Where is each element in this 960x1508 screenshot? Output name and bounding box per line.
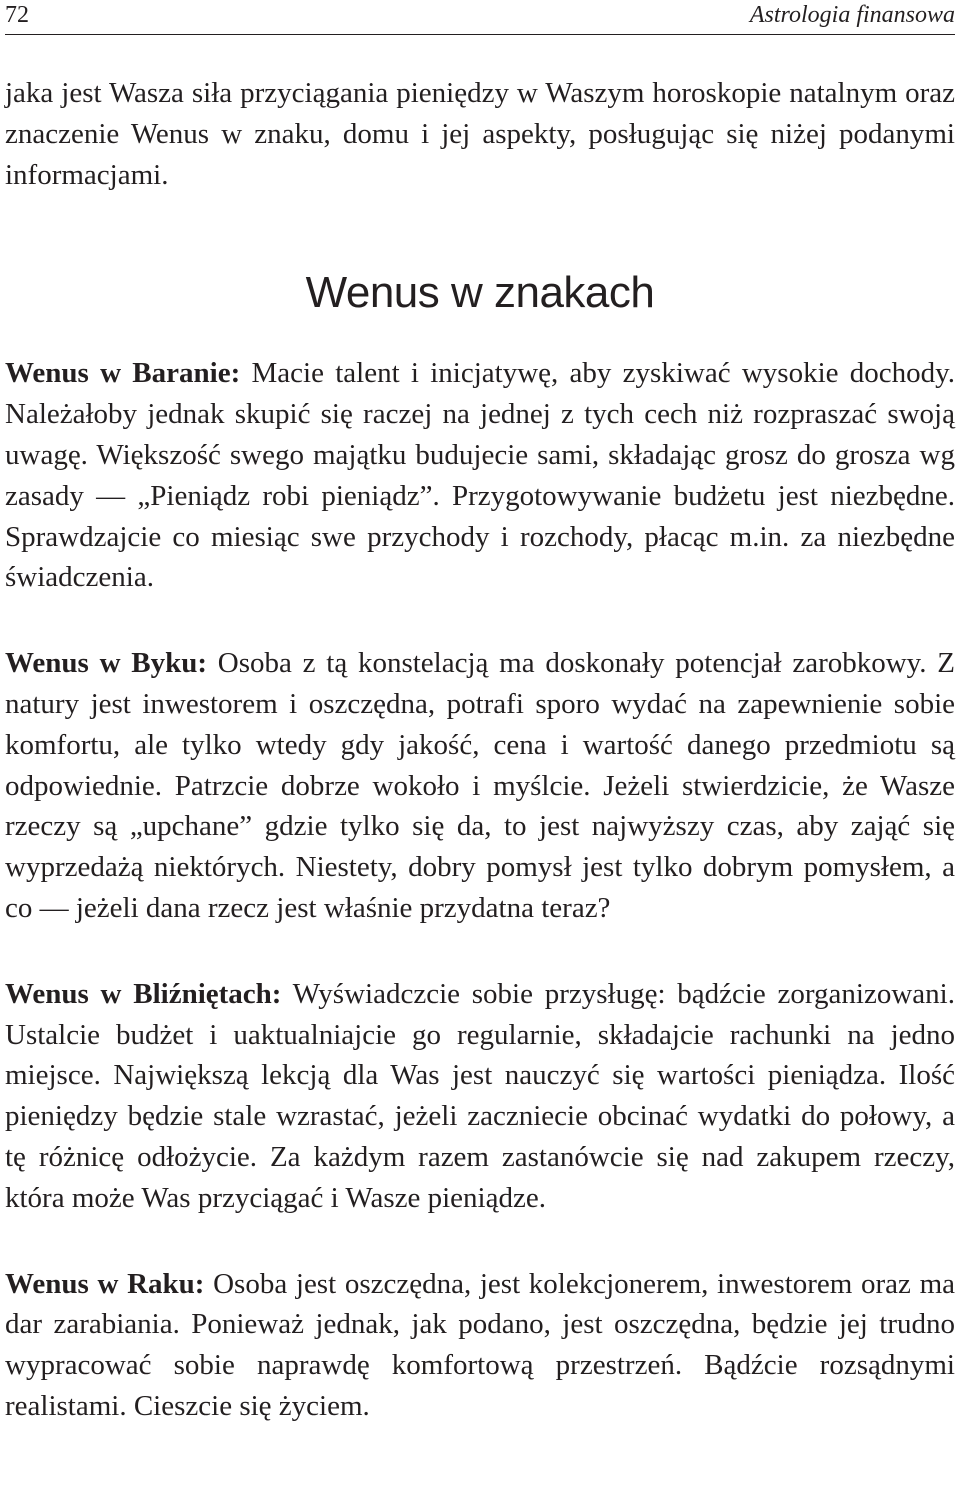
entry-text: Macie talent i inicjatywę, aby zyskiwać wysokie dochody. Należałoby jednak skupić się raczej na jednej z tych cech niż rozpraszać swoją uwagę. Większość swego majątku budujecie sami, składając grosz do grosza wg zasady — „Pieniądz robi pieniądz”. Przygotowywanie budżetu jest niezbędne. Sprawdzajcie co miesiąc swe przychody i rozchody, płacąc m.in. za niezbędne świadczenia. bbox=[5, 357, 956, 594]
entry-cancer bbox=[5, 1264, 955, 1427]
entry-aries bbox=[5, 353, 955, 598]
entry-taurus bbox=[5, 643, 955, 929]
intro-paragraph: jaka jest Wasza siła przyciągania pieniędzy w Waszym horoskopie natalnym oraz znaczenie Wenus w znaku, domu i jej aspekty, posługując się niżej podanymi informacjami. bbox=[5, 77, 955, 191]
running-title: Astrologia finansowa bbox=[749, 2, 955, 28]
entry-text: Wyświadczcie sobie przysługę: bądźcie zorganizowani. Ustalcie budżet i uaktualniajcie go regularnie, składajcie rachunki na jedno miejsce. Największą lekcją dla Was jest nauczyć się wartości pieniądza. Ilość pieniędzy będzie stale wzrastać, jeżeli zaczniecie obcinać wydatki do połowy, a tę różnicę odłożycie. Za każdym razem zastanówcie się nad zakupem rzeczy, która może Was przyciągać i Wasze pieniądze. bbox=[5, 977, 955, 1214]
entry-text: Osoba jest oszczędna, jest kolekcjonerem, inwestorem oraz ma dar zarabiania. Ponieważ jednak, jak podano, jest oszczędna, będzie jej trudno wypracować sobie naprawdę komfortową przestrzeń. Bądźcie rozsądnymi realistami. Cieszcie się życiem. bbox=[5, 1267, 955, 1422]
entry-lead: Wenus w Raku: bbox=[5, 1267, 205, 1300]
entry-lead: Wenus w Baranie: bbox=[5, 357, 241, 390]
entry-text: Osoba z tą konstelacją ma doskonały potencjał zarobkowy. Z natury jest inwestorem i oszczędna, potrafi sporo wydać na zapewnienie sobie komfortu, ale tylko wtedy gdy jakość, cena i wartość danego przedmiotu są odpowiednie. Patrzcie dobrze wokoło i myślcie. Jeżeli stwierdzicie, że Wasze rzeczy są „upchane” gdzie tylko się da, to jest najwyższy czas, aby zająć się wyprzedażą niektórych. Niestety, dobry pomysł jest tylko dobrym pomysłem, a co — jeżeli dana rzecz jest właśnie przydatna teraz? bbox=[5, 647, 956, 924]
section-heading: Wenus w znakach bbox=[305, 268, 655, 318]
entry-lead: Wenus w Bliźniętach: bbox=[5, 977, 282, 1010]
page-body bbox=[5, 73, 955, 1427]
page-number: 72 bbox=[5, 2, 29, 28]
entry-gemini bbox=[5, 974, 955, 1219]
entry-lead: Wenus w Byku: bbox=[5, 647, 208, 680]
page-header bbox=[5, 0, 955, 35]
